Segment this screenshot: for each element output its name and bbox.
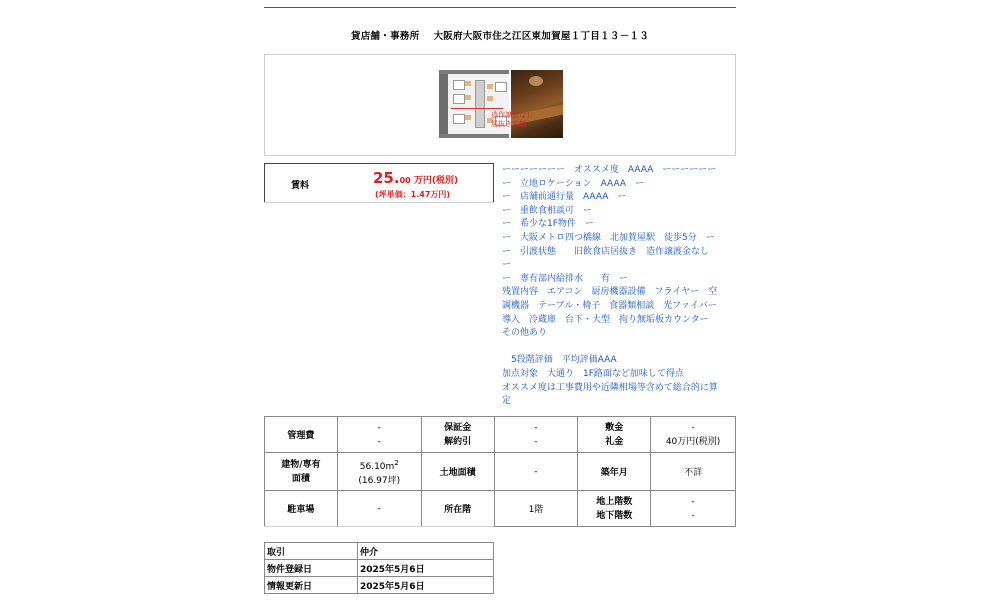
note-line [502, 341, 736, 355]
note-line: ー 大阪メトロ四つ橋線 北加賀屋駅 徒歩5分 ー [502, 232, 715, 243]
built-date-label: 築年月 [578, 453, 651, 491]
rent-divider [264, 202, 494, 203]
floors-count-label: 地上階数 地下階数 [578, 491, 651, 527]
parking-label: 駐車場 [265, 491, 338, 527]
area-value: $56.10m^2$ (16.97坪) [337, 453, 421, 491]
spec-table [264, 416, 736, 527]
photo-gallery [264, 54, 736, 156]
deposit-value: - - [494, 417, 578, 453]
floor-value: 1階 [494, 491, 578, 527]
info-key: 取引 [265, 543, 358, 560]
info-value: 2025年5月6日 [358, 560, 494, 577]
recommendation-notes [502, 164, 736, 409]
floor-label: 所在階 [421, 491, 494, 527]
rent-label: 賃料 [291, 181, 310, 191]
listing-info-table [264, 542, 494, 594]
note-line: ー 専有部内給排水 有 ー [502, 273, 629, 284]
note-line: 加点対象 大通り 1F路面など加味して得点 [502, 368, 684, 379]
kanri-label: 管理費 [265, 417, 338, 453]
rent-per-tsubo: (坪単価：1.47万円) [375, 190, 451, 199]
table-row [265, 577, 494, 594]
property-sheet [264, 0, 736, 600]
note-line: 5段階評価 平均評価AAA [502, 355, 617, 366]
spec-divider [264, 526, 494, 527]
top-divider [264, 7, 736, 8]
note-line: ーーーーーーー オススメ度 AAAA ーーーーーー [502, 165, 717, 175]
note-line: オススメ度は工事費用や近隣相場等含めて総合的に算 [502, 382, 718, 393]
info-key: 情報更新日 [265, 577, 358, 594]
note-line: ー 重飲食相談可 ー [502, 205, 593, 216]
note-line: 残置内容 エアコン 厨房機器設備 フライヤー 空 [502, 287, 718, 298]
photo-caption: 造作譲渡なし 居抜き店舗 [491, 111, 533, 128]
page-title [264, 28, 736, 42]
note-line: ー 引渡状態 旧飲食店居抜き 造作譲渡金なし [502, 246, 710, 257]
note-line: ー 希少な1F物件 ー [502, 219, 594, 230]
property-address: 大阪府大阪市住之江区東加賀屋１丁目１３－１３ [433, 31, 650, 42]
deposit-label: 保証金 解約引 [421, 417, 494, 453]
info-value: 2025年5月6日 [358, 577, 494, 594]
info-key: 物件登録日 [265, 560, 358, 577]
floors-count-value: - - [651, 491, 736, 527]
info-value: 仲介 [358, 543, 494, 560]
note-line: ー 店舗前通行量 AAAA ー [502, 192, 627, 203]
area-label: 建物/専有 面積 [265, 453, 338, 491]
note-line: 定 [502, 396, 512, 407]
note-line: 調機器 テーブル・椅子 食器類相談 光ファイバー [502, 300, 717, 311]
shikikin-label: 敷金 礼金 [578, 417, 651, 453]
note-line: ー [502, 260, 512, 271]
table-row [265, 560, 494, 577]
built-date-value: 不詳 [651, 453, 736, 491]
land-area-value: - [494, 453, 578, 491]
note-line: その他あり [502, 328, 548, 339]
table-row [265, 543, 494, 560]
rent-box [264, 163, 494, 203]
kanri-value: - - [337, 417, 421, 453]
rent-amount: 25.00 万円(税別) [373, 169, 459, 187]
parking-value: - [337, 491, 421, 527]
note-line: ー 立地ロケーション AAAA ー [502, 178, 645, 189]
shikikin-value: - 40万円(税別) [651, 417, 736, 453]
land-area-label: 土地面積 [421, 453, 494, 491]
note-line: 導入 冷蔵庫 台下・大型 拘り無垢板カウンター [502, 314, 709, 325]
property-type: 貸店舗・事務所 [350, 31, 420, 42]
